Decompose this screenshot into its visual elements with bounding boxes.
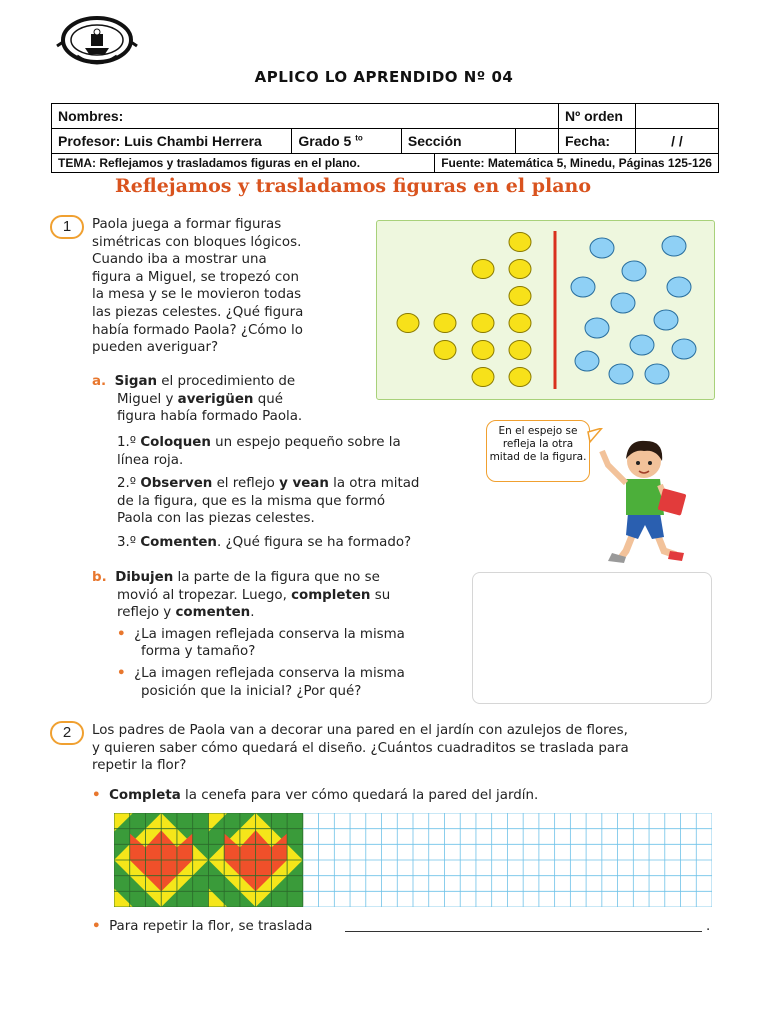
blue-piece bbox=[585, 318, 609, 338]
q2-bullet-2 bbox=[92, 918, 712, 936]
speech-bubble: En el espejo se refleja la otra mitad de la figura. bbox=[486, 420, 590, 482]
part-b-text: movió al tropezar. Luego, bbox=[117, 587, 292, 603]
nombres-field[interactable] bbox=[52, 104, 559, 129]
tile-border-grid[interactable] bbox=[114, 813, 712, 907]
bullet-icon: • bbox=[117, 665, 126, 681]
q2-line: repetir la flor? bbox=[92, 758, 187, 774]
part-a-text: qué bbox=[253, 391, 283, 407]
step-number: 2.º bbox=[117, 476, 141, 492]
q1-line: Paola juega a formar figuras bbox=[92, 217, 282, 232]
student-info-table bbox=[51, 103, 719, 173]
question-1-text bbox=[92, 216, 362, 357]
part-b-text: la parte de la figura que no se bbox=[173, 570, 380, 585]
blue-piece bbox=[672, 339, 696, 359]
question-2-number: 2 bbox=[50, 721, 84, 745]
yellow-piece bbox=[509, 287, 531, 306]
answer-line[interactable] bbox=[345, 931, 702, 932]
blue-piece bbox=[571, 277, 595, 297]
step-text: Paola con las piezas celestes. bbox=[117, 511, 315, 527]
step-verb: Comenten bbox=[140, 534, 217, 550]
part-b-verb: Dibujen bbox=[115, 570, 174, 585]
steps-list bbox=[117, 434, 467, 552]
part-a-verb: Sigan bbox=[114, 374, 158, 389]
yellow-piece bbox=[509, 368, 531, 387]
nombres-label: Nombres: bbox=[58, 108, 124, 124]
blue-piece bbox=[645, 364, 669, 384]
q1-line: la mesa y se le movieron todas bbox=[92, 287, 302, 303]
grado-sup: to bbox=[355, 133, 363, 143]
bullet-text: forma y tamaño? bbox=[141, 644, 256, 660]
profesor-cell: Profesor: Luis Chambi Herrera bbox=[52, 129, 292, 154]
logic-blocks-panel bbox=[376, 220, 715, 400]
fecha-label: Fecha: bbox=[558, 129, 635, 154]
drawing-box[interactable] bbox=[472, 572, 712, 704]
step-verb: y vean bbox=[279, 476, 329, 492]
question-2-text bbox=[92, 722, 722, 775]
part-b-verb: comenten bbox=[175, 605, 251, 621]
tema-cell: TEMA: Reflejamos y trasladamos figuras en el plano. bbox=[52, 154, 435, 173]
blue-piece bbox=[662, 236, 686, 256]
part-b-text: reflejo y bbox=[117, 605, 176, 621]
yellow-piece bbox=[472, 341, 494, 360]
blue-piece bbox=[622, 261, 646, 281]
seccion-field[interactable] bbox=[515, 129, 558, 154]
bullet-text: ¿La imagen reflejada conserva la misma bbox=[134, 626, 405, 642]
yellow-piece bbox=[397, 314, 419, 333]
step-verb: Coloquen bbox=[140, 435, 211, 450]
q2-bullet-1 bbox=[92, 787, 712, 805]
step-number: 3.º bbox=[117, 534, 141, 550]
bullet-verb: Completa bbox=[109, 788, 181, 803]
page-title: APLICO LO APRENDIDO Nº 04 bbox=[254, 68, 514, 86]
bullet-text: la cenefa para ver cómo quedará la pared del jardín. bbox=[180, 788, 539, 803]
yellow-piece bbox=[472, 368, 494, 387]
part-a-text: figura había formado Paola. bbox=[117, 409, 303, 425]
part-a-letter: a. bbox=[92, 374, 107, 389]
yellow-piece bbox=[434, 341, 456, 360]
step-text: línea roja. bbox=[117, 452, 184, 468]
school-logo bbox=[55, 12, 139, 72]
part-b-letter: b. bbox=[92, 570, 107, 585]
step-number: 1.º bbox=[117, 435, 141, 450]
part-a-text: el procedimiento de bbox=[157, 374, 296, 389]
bullet-icon: • bbox=[92, 919, 101, 934]
bullet-text: Para repetir la flor, se traslada bbox=[109, 919, 313, 934]
part-b bbox=[92, 569, 462, 700]
q1-line: Cuando iba a mostrar una bbox=[92, 252, 267, 268]
q1-line: había formado Paola? ¿Cómo lo bbox=[92, 322, 303, 338]
blue-piece bbox=[667, 277, 691, 297]
part-a-verb: averigüen bbox=[177, 391, 254, 407]
blue-piece bbox=[654, 310, 678, 330]
q1-line: figura a Miguel, se tropezó con bbox=[92, 269, 299, 285]
q2-line: Los padres de Paola van a decorar una pared en el jardín con azulejos de flores, bbox=[92, 723, 628, 738]
step-text: de la figura, que es la misma que formó bbox=[117, 493, 386, 509]
q1-line: las piezas celestes. ¿Qué figura bbox=[92, 304, 304, 320]
blue-piece bbox=[611, 293, 635, 313]
part-a-text: Miguel y bbox=[117, 391, 178, 407]
step-text: la otra mitad bbox=[328, 476, 420, 492]
yellow-piece bbox=[509, 341, 531, 360]
part-b-text: su bbox=[370, 587, 391, 603]
yellow-piece bbox=[472, 260, 494, 279]
bullet-text: posición que la inicial? ¿Por qué? bbox=[141, 683, 362, 699]
blue-piece bbox=[609, 364, 633, 384]
part-b-text: . bbox=[250, 605, 255, 621]
blue-piece bbox=[575, 351, 599, 371]
boy-illustration bbox=[598, 435, 698, 565]
yellow-piece bbox=[509, 260, 531, 279]
part-b-verb: completen bbox=[291, 587, 371, 603]
yellow-piece bbox=[472, 314, 494, 333]
yellow-piece bbox=[509, 314, 531, 333]
step-text: . ¿Qué figura se ha formado? bbox=[216, 534, 412, 550]
q1-line: pueden averiguar? bbox=[92, 340, 219, 356]
orden-label: Nº orden bbox=[558, 104, 635, 129]
section-heading: Reflejamos y trasladamos figuras en el plano bbox=[115, 175, 592, 197]
bullet-icon: • bbox=[92, 788, 101, 803]
q1-line: simétricas con bloques lógicos. bbox=[92, 234, 302, 250]
grado-label: Grado 5 bbox=[298, 133, 352, 149]
step-verb: Observen bbox=[140, 476, 213, 492]
q2-line: y quieren saber cómo quedará el diseño. ¿Cuántos cuadraditos se traslada para bbox=[92, 740, 629, 756]
yellow-piece bbox=[509, 233, 531, 252]
answer-end: . bbox=[706, 919, 711, 934]
blue-piece bbox=[590, 238, 614, 258]
seccion-label: Sección bbox=[401, 129, 515, 154]
bullet-text: ¿La imagen reflejada conserva la misma bbox=[134, 665, 405, 681]
part-a bbox=[92, 373, 362, 426]
fuente-cell: Fuente: Matemática 5, Minedu, Páginas 125-126 bbox=[435, 154, 719, 173]
step-text: un espejo pequeño sobre la bbox=[210, 435, 401, 450]
fecha-field[interactable]: / / bbox=[635, 129, 718, 154]
question-1-number: 1 bbox=[50, 215, 84, 239]
bullet-icon: • bbox=[117, 626, 126, 642]
yellow-piece bbox=[434, 314, 456, 333]
step-text: el reflejo bbox=[212, 476, 280, 492]
blue-piece bbox=[630, 335, 654, 355]
orden-field[interactable] bbox=[635, 104, 718, 129]
grado-cell bbox=[292, 129, 401, 154]
logic-blocks-figure bbox=[377, 221, 714, 399]
